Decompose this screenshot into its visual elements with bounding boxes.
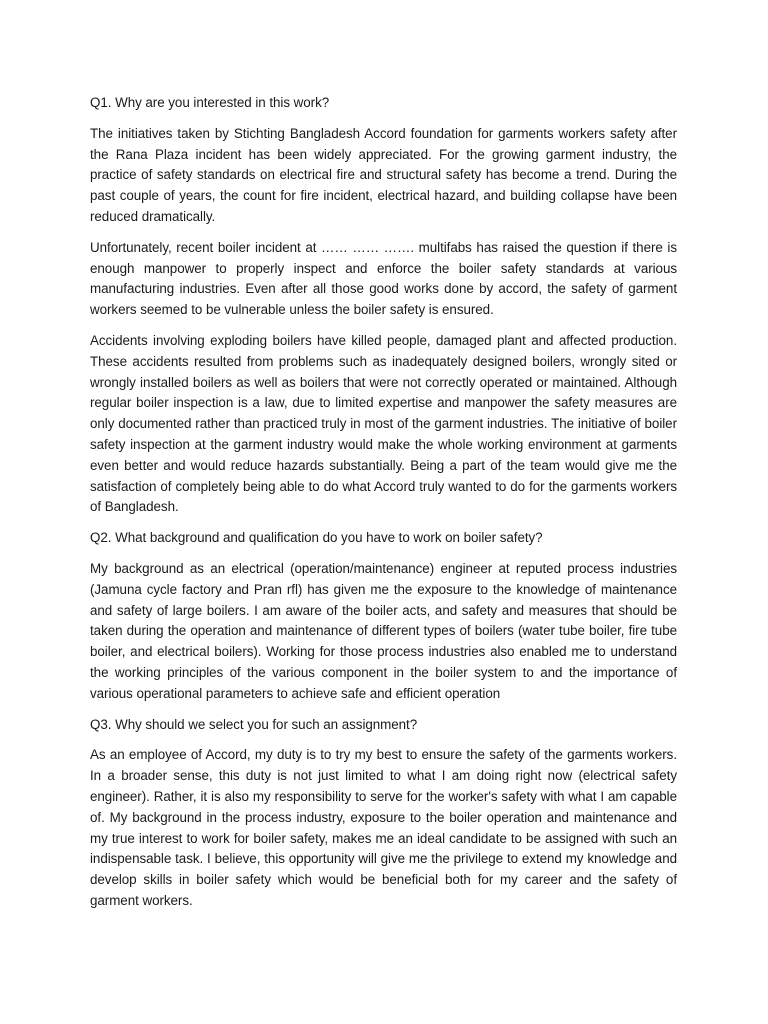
answer-paragraph: As an employee of Accord, my duty is to try my best to ensure the safety of the garments workers. In a broader sense, this duty is not just limited to what I am doing right now (electrical safety engineer). Rather, it is also my responsibility to serve for the worker's safety with what I am capable of. My background in the process industry, exposure to the boiler operation and maintenance and my true interest to work for boiler safety, makes me an ideal candidate to be assigned with such an indispensable task. I believe, this opportunity will give me the privilege to extend my knowledge and develop skills in boiler safety which would be beneficial both for my career and the safety of garment workers. xyxy=(90,747,677,908)
answer-paragraph: Unfortunately, recent boiler incident at …… …… ……. multifabs has raised the question if there is enough manpower to properly inspect and enforce the boiler safety standards at various manufacturing industries. Even after all those good works done by accord, the safety of garment workers seemed to be vulnerable unless the boiler safety is ensured. xyxy=(90,239,677,318)
answer-paragraph: My background as an electrical (operation/maintenance) engineer at reputed process industries (Jamuna cycle factory and Pran rfl) has given me the exposure to the knowledge of maintenance and safety of large boilers. I am aware of the boiler acts, and safety and measures that should be taken during the operation and maintenance of different types of boilers (water tube boiler, fire tube boiler, and electrical boilers). Working for those process industries also enabled me to understand the working principles of the various component in the boiler system to and the importance of various operational parameters to achieve safe and efficient operation xyxy=(90,560,677,701)
question-heading-q3: Q3. Why should we select you for such an assignment? xyxy=(90,716,418,732)
question-heading-q2: Q2. What background and qualification do you have to work on boiler safety? xyxy=(90,530,543,546)
answer-paragraph: Accidents involving exploding boilers have killed people, damaged plant and affected production. These accidents resulted from problems such as inadequately designed boilers, wrongly sited or wrongly installed boilers as well as boilers that were not correctly operated or maintained. Although regular boiler inspection is a law, due to limited expertise and manpower the safety measures are only documented rather than practiced truly in most of the garment industries. The initiative of boiler safety inspection at the garment industry would make the whole working environment at garments even better and would reduce hazards substantially. Being a part of the team would give me the satisfaction of completely being able to do what Accord truly wanted to do for the garments workers of Bangladesh. xyxy=(90,332,677,515)
question-heading-q1: Q1. Why are you interested in this work? xyxy=(90,95,330,110)
answer-paragraph: The initiatives taken by Stichting Bangladesh Accord foundation for garments workers safety after the Rana Plaza incident has been widely appreciated. For the growing garment industry, the practice of safety standards on electrical fire and structural safety has become a trend. During the past couple of years, the count for fire incident, electrical hazard, and building collapse have been reduced dramatically. xyxy=(90,125,677,224)
document-body xyxy=(90,93,677,922)
